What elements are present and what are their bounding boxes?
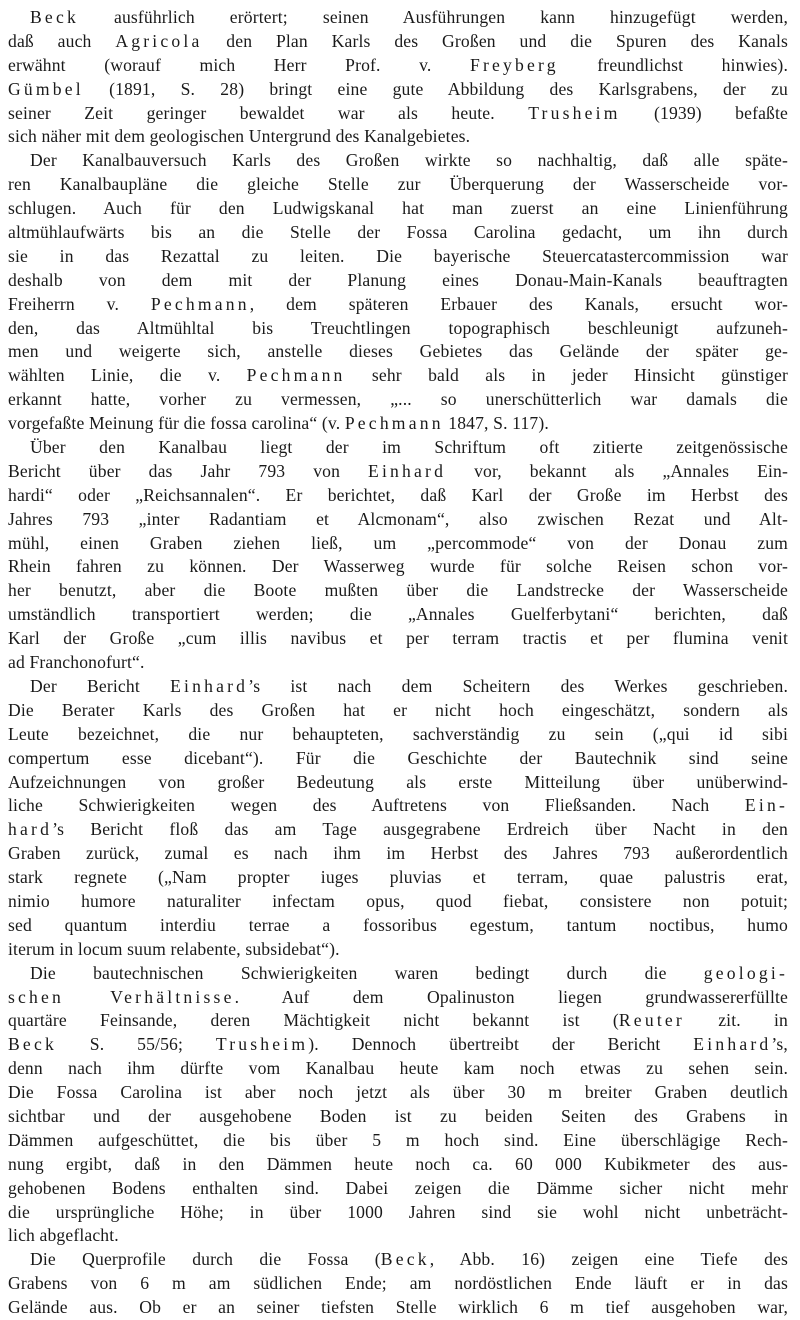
- text-line: [8, 245, 788, 269]
- text-segment: erkannt hatte, vorher zu vermessen, „... so unerschütterlich war damals die: [8, 389, 788, 410]
- text-line: [8, 818, 788, 842]
- spaced-name: Pechmann: [246, 365, 346, 386]
- text-segment: ’s Bericht floß das am Tage ausgegrabene Erdreich über Nacht in den: [52, 819, 788, 840]
- text-line: [8, 603, 788, 627]
- text-segment: ad Franchonofurt“.: [8, 652, 145, 673]
- text-segment: Aufzeichnungen von großer Bedeutung als erste Mitteilung über unüberwind-: [8, 771, 788, 792]
- text-segment: sie in das Rezattal zu leiten. Die bayerische Steuercatastercommission war: [8, 245, 788, 266]
- text-line: [8, 794, 788, 818]
- spaced-name: Beck: [8, 1034, 57, 1055]
- text-line: [8, 340, 788, 364]
- text-line: [8, 197, 788, 221]
- text-segment: schlugen. Auch für den Ludwigskanal hat man zuerst an eine Linienführung: [8, 198, 788, 219]
- text-line: [8, 866, 788, 890]
- text-segment: umständlich transportiert werden; die „Annales Guelferbytani“ berichten, daß: [8, 604, 788, 625]
- text-line: [8, 747, 788, 771]
- text-segment: iterum in locum suum relabente, subsidebat“).: [8, 938, 340, 959]
- text-segment: freundlichst hinwies).: [558, 54, 788, 75]
- text-line: [8, 508, 788, 532]
- text-line: [8, 149, 788, 173]
- spaced-name: Pechmann: [150, 293, 250, 314]
- text-line: [8, 1129, 788, 1153]
- paragraph-5: [8, 962, 788, 1249]
- text-line: [8, 986, 788, 1010]
- text-segment: ’s ist nach dem Scheitern des Werkes geschrieben.: [248, 675, 788, 696]
- text-line: [8, 675, 788, 699]
- text-segment: Graben zurück, zumal es nach ihm im Herbst des Jahres 793 außerordentlich: [8, 843, 788, 864]
- spaced-name: Trusheim: [215, 1034, 309, 1055]
- spaced-name: Einhard: [170, 675, 249, 696]
- text-line: [8, 102, 788, 126]
- text-line: [8, 173, 788, 197]
- text-segment: ). Dennoch übertreibt der Bericht: [308, 1034, 694, 1055]
- text-line: [8, 914, 788, 938]
- text-line: [8, 1201, 788, 1225]
- text-segment: Die Fossa Carolina ist aber noch jetzt als über 30 m breiter Graben deutlich: [8, 1082, 788, 1103]
- text-segment: her benutzt, aber die Boote mußten über die Landstrecke der Wasserscheide: [8, 580, 788, 601]
- spaced-name: Reuter: [618, 1010, 685, 1031]
- text-line: [8, 532, 788, 556]
- text-segment: sich näher mit dem geologischen Untergrund des Kanalgebietes.: [8, 126, 471, 147]
- text-segment: nung ergibt, daß in den Dämmen heute noch ca. 60 000 Kubikmeter des aus-: [8, 1153, 788, 1174]
- document-page: [8, 6, 788, 1320]
- text-segment: 1847, S. 117).: [443, 413, 549, 434]
- text-segment: Rhein fahren zu können. Der Wasserweg wurde für solche Reisen schon vor-: [8, 556, 788, 577]
- text-segment: den, das Altmühltal bis Treuchtlingen topographisch beschleunigt aufzuneh-: [8, 317, 788, 338]
- text-line: [8, 890, 788, 914]
- text-line: [8, 1105, 788, 1129]
- text-line: [8, 1153, 788, 1177]
- text-segment: Die bautechnischen Schwierigkeiten waren bedingt durch die: [30, 962, 704, 983]
- text-line: [8, 1033, 788, 1057]
- text-segment: stark regnete („Nam propter iuges pluvias et terram, quae palustris erat,: [8, 867, 788, 888]
- text-line: [8, 771, 788, 795]
- text-segment: Leute bezeichnet, die nur behaupteten, sachverständig zu sein („qui id sibi: [8, 723, 788, 744]
- text-segment: sed quantum interdiu terrae a fossoribus egestum, tantum noctibus, humo: [8, 914, 788, 935]
- text-line: [8, 555, 788, 579]
- text-line: [8, 125, 788, 149]
- text-line: [8, 1296, 788, 1320]
- spaced-name: schen Verhältnisse: [8, 986, 235, 1007]
- text-segment: men und weigerte sich, anstelle dieses Gebietes das Gelände der später ge-: [8, 341, 788, 362]
- text-segment: seiner Zeit geringer bewaldet war als heute.: [8, 102, 529, 123]
- paragraph-3: [8, 436, 788, 675]
- text-line: [8, 412, 788, 436]
- text-segment: vor, bekannt als „Annales Ein-: [446, 460, 788, 481]
- paragraph-6: [8, 1248, 788, 1320]
- text-segment: den Plan Karls des Großen und die Spuren des Kanals: [202, 30, 789, 51]
- text-line: [8, 1224, 788, 1248]
- spaced-name: Agricola: [115, 30, 203, 51]
- text-line: [8, 30, 788, 54]
- text-segment: Der Bericht: [30, 675, 171, 696]
- spaced-name: Pechmann: [344, 413, 444, 434]
- text-line: [8, 364, 788, 388]
- text-segment: gehobenen Bodens enthalten sind. Dabei zeigen die Dämme sicher nicht mehr: [8, 1177, 788, 1198]
- text-segment: Karl der Große „cum illis navibus et per terram tractis et per flumina venit: [8, 628, 788, 649]
- text-segment: Über den Kanalbau liegt der im Schriftum oft zitierte zeitgenössische: [30, 437, 788, 458]
- text-segment: lich abgeflacht.: [8, 1225, 119, 1246]
- text-line: [8, 54, 788, 78]
- text-segment: ren Kanalbaupläne die gleiche Stelle zur Überquerung der Wasserscheide vor-: [8, 174, 788, 195]
- text-segment: (1891, S. 28) bringt eine gute Abbildung des Karlsgrabens, der zu: [83, 78, 788, 99]
- text-line: [8, 1009, 788, 1033]
- spaced-name: Einhard: [368, 460, 447, 481]
- text-line: [8, 627, 788, 651]
- text-segment: nimio humore naturaliter infectam opus, quod fiebat, consistere non potuit;: [8, 890, 788, 911]
- text-segment: sichtbar und der ausgehobene Boden ist zu beiden Seiten des Grabens in: [8, 1105, 788, 1126]
- paragraph-2: [8, 149, 788, 436]
- text-segment: zit. in: [684, 1010, 789, 1031]
- spaced-name: Beck: [30, 7, 79, 27]
- text-line: [8, 436, 788, 460]
- text-segment: Gelände aus. Ob er an seiner tiefsten Stelle wirklich 6 m tief ausgehoben war,: [8, 1297, 788, 1318]
- text-segment: sehr bald als in jeder Hinsicht günstiger: [345, 365, 788, 386]
- text-segment: Grabens von 6 m am südlichen Ende; am nordöstlichen Ende läuft er in das: [8, 1273, 788, 1294]
- spaced-name: Freyberg: [469, 54, 559, 75]
- text-segment: Der Kanalbauversuch Karls des Großen wirkte so nachhaltig, daß alle späte-: [30, 150, 788, 171]
- text-segment: , Abb. 16) zeigen eine Tiefe des: [429, 1249, 788, 1270]
- text-segment: (1939) befaßte: [620, 102, 788, 123]
- text-segment: vorgefaßte Meinung für die fossa carolina“ (v.: [8, 413, 345, 434]
- text-line: [8, 1248, 788, 1272]
- text-line: [8, 579, 788, 603]
- text-segment: ’s,: [771, 1034, 788, 1055]
- text-line: [8, 221, 788, 245]
- text-line: [8, 842, 788, 866]
- text-line: [8, 938, 788, 962]
- text-segment: ausführlich erörtert; seinen Ausführungen kann hinzugefügt werden,: [78, 7, 788, 27]
- text-segment: compertum esse dicebant“). Für die Geschichte der Bautechnik sind seine: [8, 747, 788, 768]
- text-segment: denn nach ihm dürfte vom Kanalbau heute kam noch etwas zu sehen sein.: [8, 1058, 788, 1079]
- text-line: [8, 1177, 788, 1201]
- text-line: [8, 1081, 788, 1105]
- text-line: [8, 723, 788, 747]
- text-segment: Dämmen aufgeschüttet, die bis über 5 m hoch sind. Eine überschlägige Rech-: [8, 1129, 788, 1150]
- text-line: [8, 269, 788, 293]
- text-segment: wählten Linie, die v.: [8, 365, 247, 386]
- text-segment: erwähnt (worauf mich Herr Prof. v.: [8, 54, 470, 75]
- spaced-name: geologi-: [703, 962, 788, 983]
- spaced-name: Trusheim: [528, 102, 621, 123]
- text-line: [8, 1057, 788, 1081]
- spaced-name: hard: [8, 819, 53, 840]
- text-segment: , dem späteren Erbauer des Kanals, ersucht wor-: [249, 293, 789, 314]
- text-segment: Die Querprofile durch die Fossa (: [30, 1249, 381, 1270]
- text-segment: quartäre Feinsande, deren Mächtigkeit nicht bekannt ist (: [8, 1010, 619, 1031]
- spaced-name: Gümbel: [8, 78, 84, 99]
- text-line: [8, 651, 788, 675]
- text-segment: Jahres 793 „inter Radantiam et Alcmonam“, also zwischen Rezat und Alt-: [8, 508, 788, 529]
- paragraph-4: [8, 675, 788, 962]
- text-line: [8, 6, 788, 30]
- text-line: [8, 962, 788, 986]
- text-line: [8, 78, 788, 102]
- text-segment: liche Schwierigkeiten wegen des Auftretens von Fließsanden. Nach: [8, 795, 745, 816]
- text-line: [8, 484, 788, 508]
- text-line: [8, 388, 788, 412]
- text-segment: Bericht über das Jahr 793 von: [8, 460, 369, 481]
- text-segment: die ursprüngliche Höhe; in über 1000 Jahren sind sie wohl nicht unbeträcht-: [8, 1201, 788, 1222]
- text-segment: daß auch: [8, 30, 116, 51]
- text-line: [8, 1272, 788, 1296]
- text-segment: altmühlaufwärts bis an die Stelle der Fossa Carolina gedacht, um ihn durch: [8, 222, 788, 243]
- text-line: [8, 699, 788, 723]
- paragraph-1: [8, 6, 788, 149]
- text-segment: Freiherrn v.: [8, 293, 151, 314]
- text-segment: . Auf dem Opalinuston liegen grundwassererfüllte: [234, 986, 788, 1007]
- text-segment: S. 55/56;: [56, 1034, 216, 1055]
- text-segment: mühl, einen Graben ziehen ließ, um „percommode“ von der Donau zum: [8, 532, 788, 553]
- text-line: [8, 317, 788, 341]
- spaced-name: Beck: [380, 1249, 430, 1270]
- text-segment: hardi“ oder „Reichsannalen“. Er berichtet, daß Karl der Große im Herbst des: [8, 484, 788, 505]
- text-line: [8, 460, 788, 484]
- text-line: [8, 293, 788, 317]
- spaced-name: Einhard: [693, 1034, 772, 1055]
- text-segment: deshalb von dem mit der Planung eines Donau-Main-Kanals beauftragten: [8, 269, 788, 290]
- spaced-name: Ein-: [744, 795, 788, 816]
- text-segment: Die Berater Karls des Großen hat er nicht hoch eingeschätzt, sondern als: [8, 699, 788, 720]
